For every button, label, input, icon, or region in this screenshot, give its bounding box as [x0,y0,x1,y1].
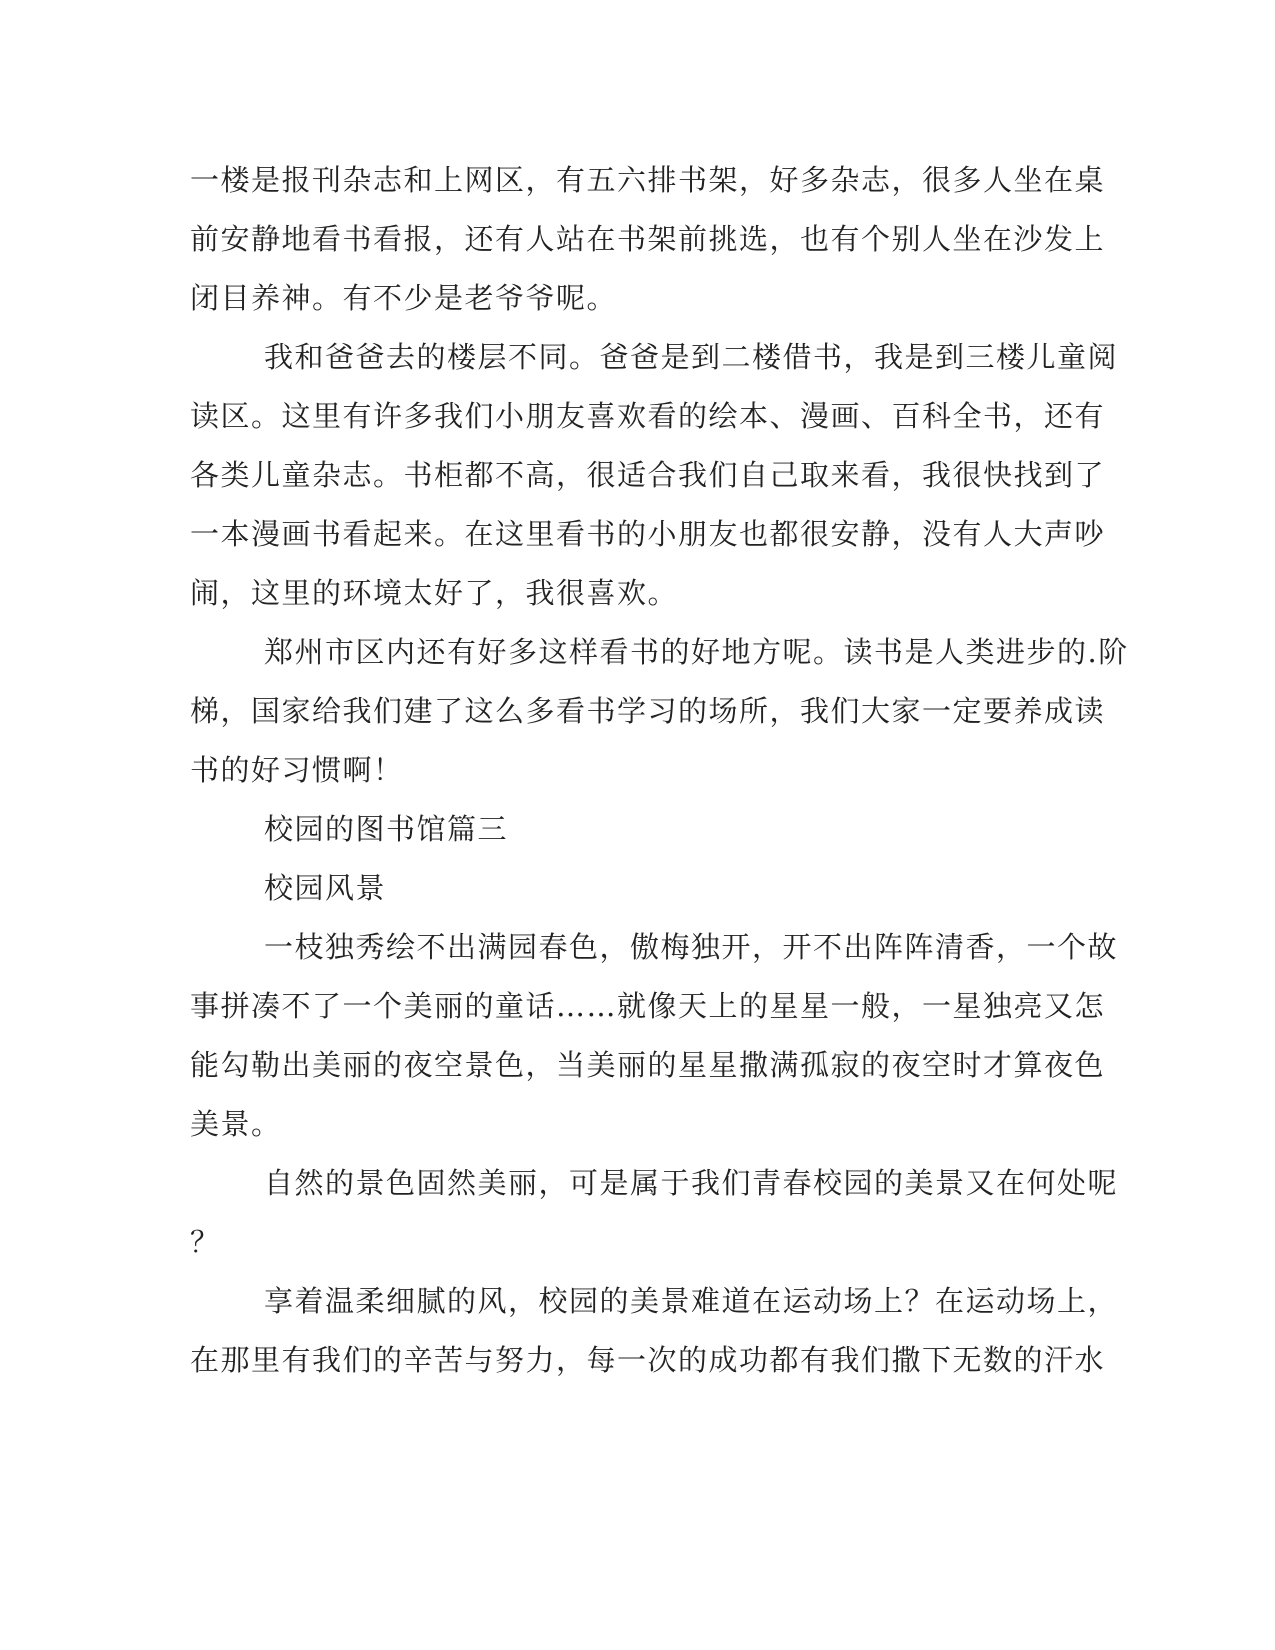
paragraph-line [0,219,1275,259]
line-text: 事拼凑不了一个美丽的童话……就像天上的星星一般，一星独亮又怎 [190,989,1106,1023]
paragraph-line [0,1163,1275,1203]
paragraph-line [0,1281,1275,1321]
paragraph-line [0,455,1275,495]
paragraph-line [0,1222,1275,1262]
line-text: 闭目养神。有不少是老爷爷呢。 [190,281,618,315]
line-text: 闹，这里的环境太好了，我很喜欢。 [190,576,679,610]
line-text: 梯，国家给我们建了这么多看书学习的场所，我们大家一定要养成读 [190,694,1106,728]
paragraph-line [0,632,1275,672]
paragraph-line [0,278,1275,318]
line-text: 自然的景色固然美丽，可是属于我们青春校园的美景又在何处呢 [264,1166,1119,1200]
paragraph-line [0,750,1275,790]
article-title [0,868,1275,908]
paragraph-line [0,986,1275,1026]
paragraph-line [0,514,1275,554]
section-heading [0,809,1275,849]
paragraph-line [0,160,1275,200]
line-text: 书的好习惯啊！ [190,753,404,787]
line-text: 能勾勒出美丽的夜空景色，当美丽的星星撒满孤寂的夜空时才算夜色 [190,1048,1106,1082]
line-text: 在那里有我们的辛苦与努力，每一次的成功都有我们撒下无数的汗水 [190,1343,1106,1377]
line-text: 前安静地看书看报，还有人站在书架前挑选，也有个别人坐在沙发上 [190,222,1106,256]
paragraph-line [0,1045,1275,1085]
paragraph-line [0,1340,1275,1380]
paragraph-line [0,927,1275,967]
line-text: ？ [190,1225,221,1259]
heading-text: 校园的图书馆篇三 [264,812,509,846]
line-text: 一本漫画书看起来。在这里看书的小朋友也都很安静，没有人大声吵 [190,517,1106,551]
line-text: 美景。 [190,1107,282,1141]
paragraph-line [0,396,1275,436]
paragraph-line [0,691,1275,731]
line-text: 郑州市区内还有好多这样看书的好地方呢。读书是人类进步的.阶 [264,635,1129,669]
line-text: 我和爸爸去的楼层不同。爸爸是到二楼借书，我是到三楼儿童阅 [264,340,1119,374]
line-text: 读区。这里有许多我们小朋友喜欢看的绘本、漫画、百科全书，还有 [190,399,1106,433]
line-text: 一枝独秀绘不出满园春色，傲梅独开，开不出阵阵清香，一个故 [264,930,1119,964]
title-text: 校园风景 [264,871,387,905]
line-text: 享着温柔细腻的风，校园的美景难道在运动场上？在运动场上， [264,1284,1119,1318]
paragraph-line [0,573,1275,613]
line-text: 各类儿童杂志。书柜都不高，很适合我们自己取来看，我很快找到了 [190,458,1106,492]
paragraph-line [0,1104,1275,1144]
paragraph-line [0,337,1275,377]
line-text: 一楼是报刊杂志和上网区，有五六排书架，好多杂志，很多人坐在桌 [190,163,1106,197]
